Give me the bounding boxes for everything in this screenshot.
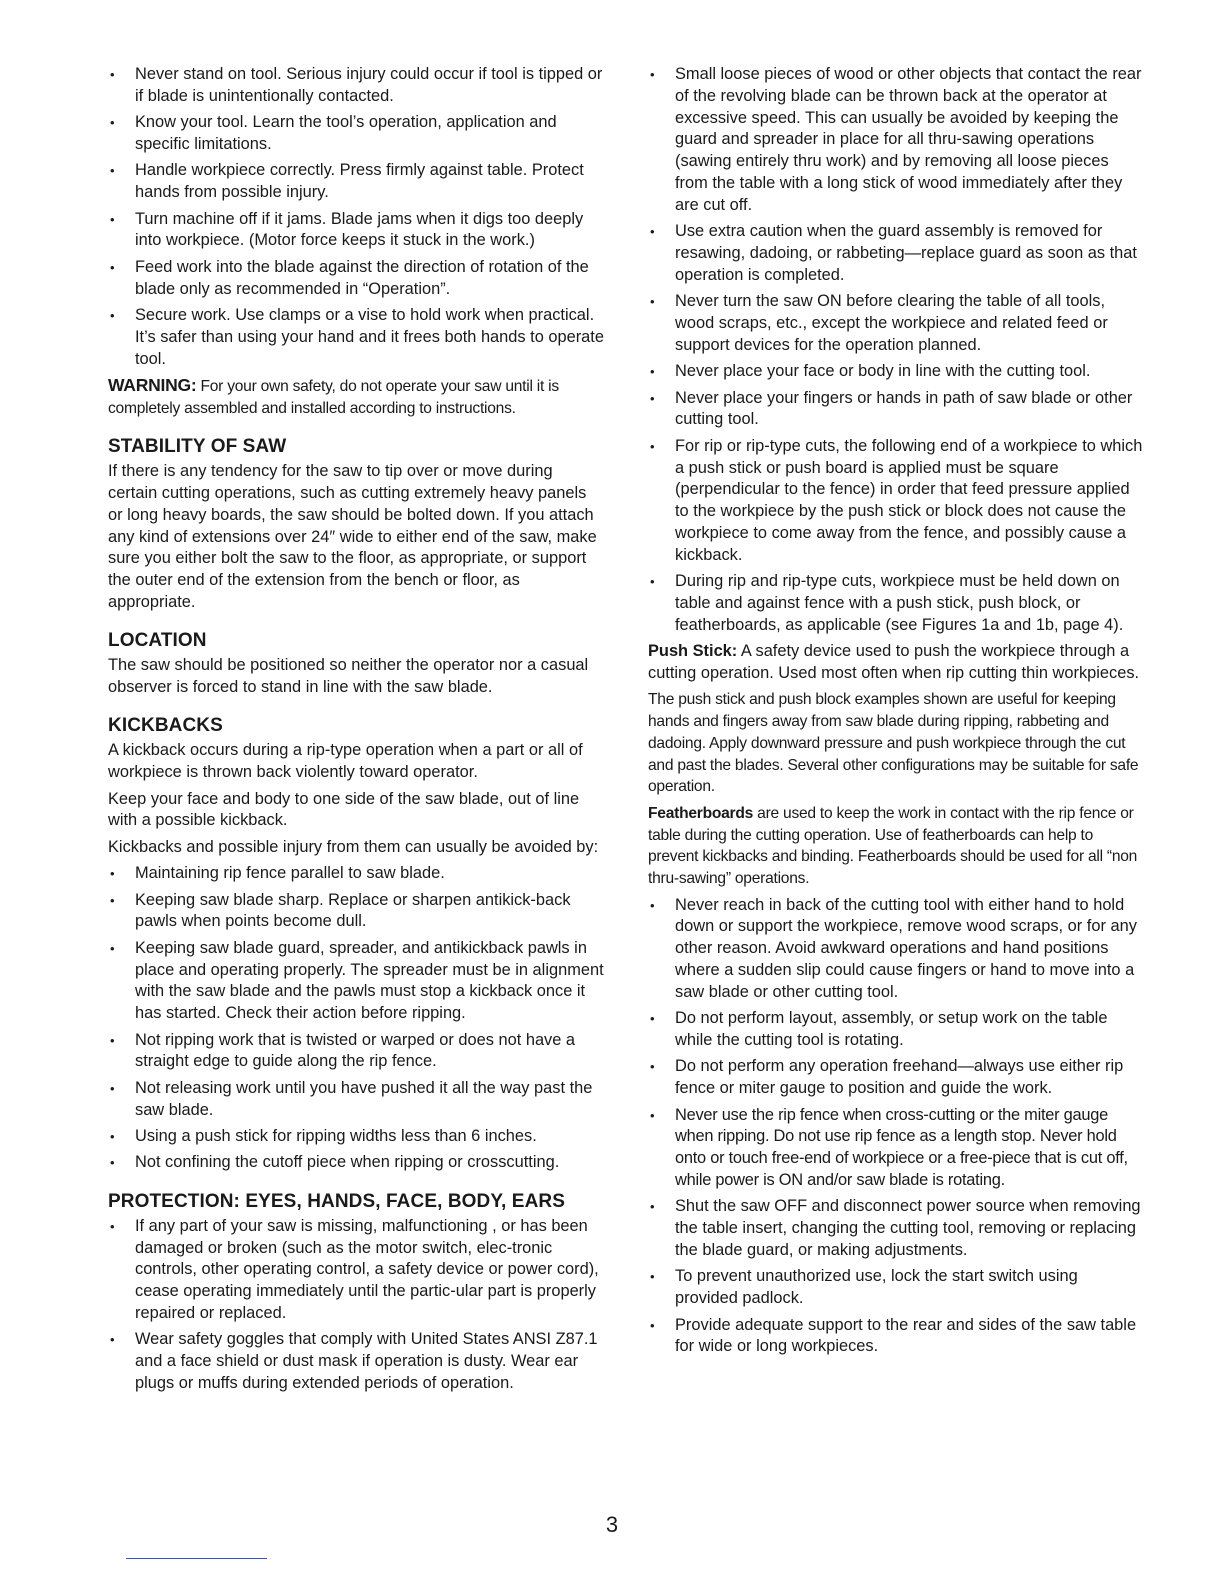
list-item: • Use extra caution when the guard assembly is removed for resawing, dadoing, or rabbeting—replace guard as soon as that operation is completed. [648, 221, 1144, 286]
footer-rule [126, 1558, 267, 1559]
safety-bullets-top-right [648, 64, 1144, 636]
location-text: The saw should be positioned so neither the operator nor a casual observer is forced to stand in line with the saw blade. [108, 656, 589, 697]
list-item: • Do not perform any operation freehand—always use either rip fence or miter gauge to position and guide the work. [648, 1056, 1144, 1100]
list-item: • Never place your face or body in line with the cutting tool. [648, 361, 1144, 383]
list-item: • Never place your fingers or hands in path of saw blade or other cutting tool. [648, 388, 1144, 432]
warning-text: For your own safety, do not operate your saw until it is completely assembled and installed according to instructions. [108, 377, 559, 417]
list-item: • Know your tool. Learn the tool’s operation, application and specific limitations. [108, 112, 604, 156]
warning-label: WARNING: [108, 374, 197, 395]
push-stick-text: A safety device used to push the workpiece through a cutting operation. Used most often when rip cutting thin workpieces. [648, 642, 1140, 682]
list-item: • Never stand on tool. Serious injury could occur if tool is tipped or if blade is unintentionally contacted. [108, 64, 604, 108]
list-item: • Never use the rip fence when cross-cutting or the miter gauge when ripping. Do not use rip fence as a length stop. Never hold onto or touch free-end of workpiece or a free-piece that is cut off, while power is ON and/or saw blade is rotating. [648, 1105, 1144, 1192]
list-item: • Wear safety goggles that comply with United States ANSI Z87.1 and a face shield or dust mask if operation is dusty. Wear ear plugs or muffs during extended periods of operation. [108, 1329, 604, 1394]
list-item: • Turn machine off if it jams. Blade jams when it digs too deeply into workpiece. (Motor force keeps it stuck in the work.) [108, 209, 604, 253]
location-heading: LOCATION [108, 630, 207, 652]
list-item: • Maintaining rip fence parallel to saw blade. [108, 863, 604, 885]
push-stick-paragraph [648, 641, 1144, 685]
list-item: • Not confining the cutoff piece when ripping or crosscutting. [108, 1152, 604, 1174]
list-item: • Handle workpiece correctly. Press firmly against table. Protect hands from possible injury. [108, 160, 604, 204]
list-item: • Not ripping work that is twisted or warped or does not have a straight edge to guide along the rip fence. [108, 1030, 604, 1074]
list-item: • Using a push stick for ripping widths less than 6 inches. [108, 1126, 604, 1148]
kickbacks-bullets [108, 863, 604, 1174]
list-item: • Provide adequate support to the rear and sides of the saw table for wide or long workpieces. [648, 1315, 1144, 1359]
list-item: • Secure work. Use clamps or a vise to hold work when practical. It’s safer than using your hand and it frees both hands to operate tool. [108, 305, 604, 370]
protection-heading: PROTECTION: EYES, HANDS, FACE, BODY, EARS [108, 1190, 565, 1212]
left-column [108, 64, 604, 1399]
push-stick-label: Push Stick: [648, 642, 738, 661]
featherboards-label: Featherboards [648, 804, 754, 822]
protection-bullets [108, 1216, 604, 1395]
safety-bullets-top-left [108, 64, 604, 370]
list-item: • To prevent unauthorized use, lock the start switch using provided padlock. [648, 1266, 1144, 1310]
push-block-paragraph: The push stick and push block examples shown are useful for keeping hands and fingers away from saw blade during ripping, rabbeting and dadoing. Apply downward pressure and push workpiece through the cut and past the blades. Several other configurations may be suitable for safe operation. [648, 691, 1139, 796]
featherboards-text: are used to keep the work in contact with the rip fence or table during the cutting operation. Use of featherboards can help to prevent kickbacks and binding. Featherboards should be used for all “non thru-sawing” operations. [648, 804, 1138, 888]
warning-paragraph [108, 375, 604, 420]
list-item: • For rip or rip-type cuts, the following end of a workpiece to which a push stick or push board is applied must be square (perpendicular to the fence) in order that feed pressure applied to the workpiece by the push stick or block does not cause the workpiece to come away from the fence, and possibly cause a kickback. [648, 436, 1144, 567]
kickbacks-paragraph: A kickback occurs during a rip-type operation when a part or all of workpiece is thrown back violently toward operator. [108, 741, 583, 782]
list-item: • Feed work into the blade against the direction of rotation of the blade only as recommended in “Operation”. [108, 257, 604, 301]
list-item: • Small loose pieces of wood or other objects that contact the rear of the revolving blade can be thrown back at the operator at excessive speed. This can usually be avoided by keeping the guard and spreader in place for all thru-sawing operations (sawing entirely thru work) and by removing all loose pieces from the table with a long stick of wood immediately after they are cut off. [648, 64, 1144, 217]
safety-bullets-bottom-right [648, 895, 1144, 1359]
list-item: • Do not perform layout, assembly, or setup work on the table while the cutting tool is rotating. [648, 1008, 1144, 1052]
list-item: • Shut the saw OFF and disconnect power source when removing the table insert, changing the cutting tool, removing or replacing the blade guard, or making adjustments. [648, 1196, 1144, 1261]
list-item: • Keeping saw blade sharp. Replace or sharpen antikick-back pawls when points become dull. [108, 890, 604, 934]
kickbacks-paragraph: Kickbacks and possible injury from them can usually be avoided by: [108, 837, 599, 856]
list-item: • If any part of your saw is missing, malfunctioning , or has been damaged or broken (such as the motor switch, elec-tronic controls, other operating control, a safety device or power cord), cease operating immediately until the partic-ular part is properly repaired or replaced. [108, 1216, 604, 1325]
page-number: 3 [605, 1512, 619, 1537]
featherboards-paragraph [648, 803, 1144, 890]
stability-text: If there is any tendency for the saw to tip over or move during certain cutting operations, such as cutting extremely heavy panels or long heavy boards, the saw should be bolted down. If you attach any kind of extensions over 24″ wide to either end of the saw, make sure you either bolt the saw to the floor, as appropriate, or support the outer end of the extension from the bench or floor, as appropriate. [108, 462, 597, 611]
list-item: • Never reach in back of the cutting tool with either hand to hold down or support the workpiece, remove wood scraps, or for any other reason. Avoid awkward operations and hand positions where a sudden slip could cause fingers or hand to move into a saw blade or other cutting tool. [648, 895, 1144, 1004]
list-item: • Keeping saw blade guard, spreader, and antikickback pawls in place and operating properly. The spreader must be in alignment with the saw blade and the pawls must stop a kickback once it has started. Check their action before ripping. [108, 938, 604, 1025]
list-item: • Not releasing work until you have pushed it all the way past the saw blade. [108, 1078, 604, 1122]
stability-heading: STABILITY OF SAW [108, 436, 287, 458]
kickbacks-paragraph: Keep your face and body to one side of the saw blade, out of line with a possible kickback. [108, 789, 580, 830]
list-item: • During rip and rip-type cuts, workpiece must be held down on table and against fence with a push stick, push block, or featherboards, as applicable (see Figures 1a and 1b, page 4). [648, 571, 1144, 636]
kickbacks-heading: KICKBACKS [108, 715, 223, 737]
right-column [648, 64, 1144, 1363]
list-item: • Never turn the saw ON before clearing the table of all tools, wood scraps, etc., except the workpiece and related feed or support devices for the operation planned. [648, 291, 1144, 356]
